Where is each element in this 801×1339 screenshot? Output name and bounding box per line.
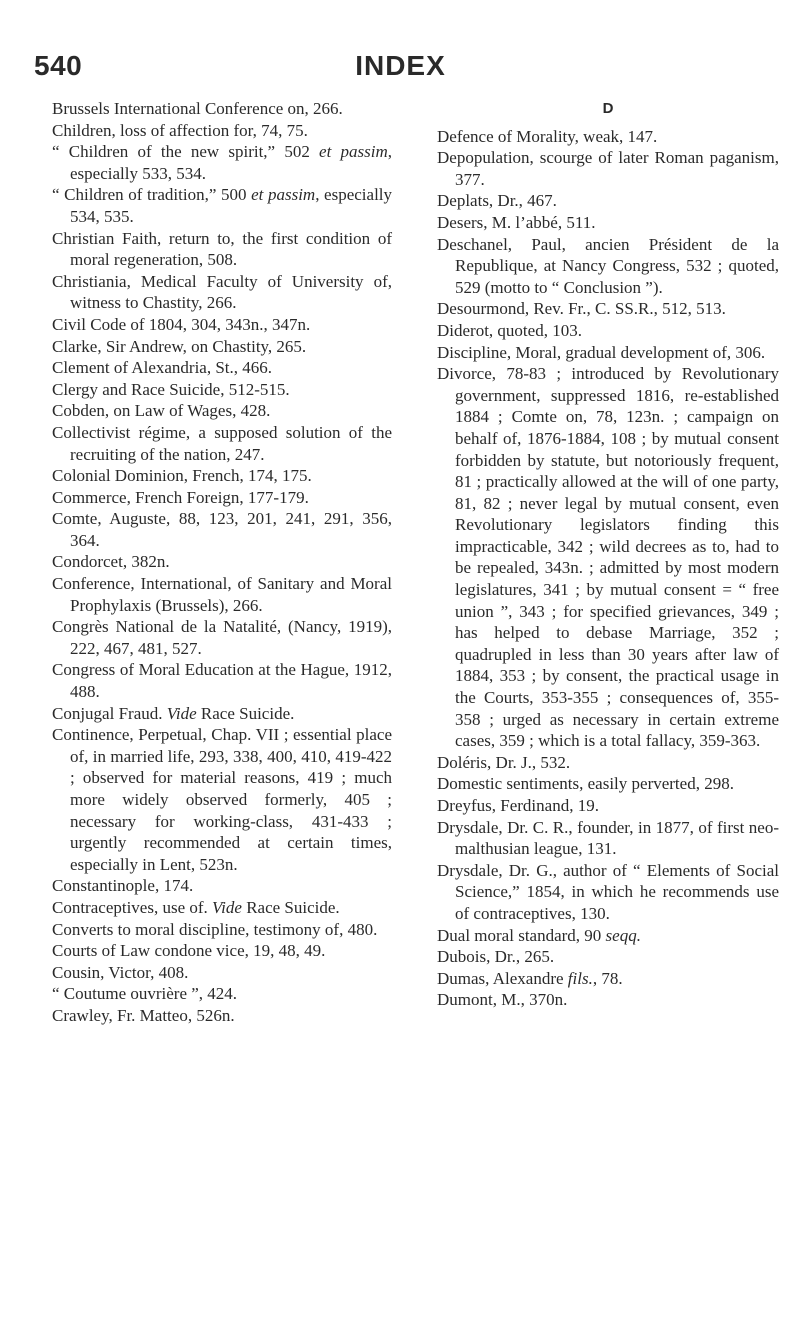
index-entry: Discipline, Moral, gradual development of, 306.: [437, 342, 766, 362]
index-entry: Continence, Perpetual, Chap. VII ; essential place of, in married life, 293, 338, 400, 410, 419-422 ; observed for material reasons, 419 ; much more widely observed formerly, 405 ; necessary for working-class, 431-433 ; urgently recommended at certain times, especially in Lent, 523n.: [52, 725, 392, 874]
index-entry: “ Children of the new spirit,” 502 et passim, especially 533, 534.: [52, 142, 393, 183]
index-entry: Divorce, 78-83 ; introduced by Revolutionary government, suppressed 1816, re-established 1884 ; Comte on, 78, 123n. ; campaign on behalf of, 1876-1884, 108 ; by mutual consent forbidden by statute, but notoriously frequent, 81 ; practically allowed at the will of one party, 81, 82 ; never legal by mutual consent, even Revolutionary legislators finding this impracticable, 342 ; wild decrees as to, had to be repealed, 343n. ; admitted by most modern legislatures, 341 ; by mutual consent = “ free union ”, 343 ; for specified grievances, 349 ; has helped to debase Marriage, 352 ; quadrupled in less than 30 years after law of 1884, 353 ; by consent, the practical usage in the Courts, 353-355 ; consequences of, 355-358 ; urged as necessary in certain extreme cases, 359 ; which is a total fallacy, 359-363.: [437, 364, 779, 751]
index-entry: Clarke, Sir Andrew, on Chastity, 265.: [52, 336, 307, 356]
index-entry: Collectivist régime, a supposed solution of the recruiting of the nation, 247.: [52, 422, 392, 464]
index-column-left: [52, 98, 392, 1027]
index-entry: Desers, M. l’abbé, 511.: [437, 212, 596, 232]
index-entry: Condorcet, 382n.: [52, 552, 170, 572]
index-entry: Domestic sentiments, easily perverted, 298.: [437, 774, 734, 794]
index-column-right: [437, 98, 779, 1011]
index-entry: Crawley, Fr. Matteo, 526n.: [52, 1005, 235, 1025]
index-entry: Desourmond, Rev. Fr., C. SS.R., 512, 513.: [437, 299, 726, 319]
index-entry: Clement of Alexandria, St., 466.: [52, 358, 273, 378]
index-entry: Brussels International Conference on, 266.: [52, 99, 343, 118]
index-entry: Contraceptives, use of. Vide Race Suicide.: [52, 897, 340, 917]
index-entry: Converts to moral discipline, testimony of, 480.: [52, 919, 378, 939]
index-entry: Deplats, Dr., 467.: [437, 191, 557, 211]
index-entry: Drysdale, Dr. G., author of “ Elements of Social Science,” 1854, in which he recommends use of contraceptives, 130.: [437, 860, 779, 923]
index-entry: Doléris, Dr. J., 532.: [437, 752, 571, 772]
index-entry: Comte, Auguste, 88, 123, 201, 241, 291, 356, 364.: [52, 509, 392, 550]
index-entry: Dumont, M., 370n.: [437, 990, 568, 1010]
index-entry: Congress of Moral Education at the Hague, 1912, 488.: [52, 660, 392, 702]
section-letter: D: [602, 100, 614, 117]
index-entry: Drysdale, Dr. C. R., founder, in 1877, of first neo-malthusian league, 131.: [437, 817, 779, 859]
index-entry-list: [437, 126, 779, 1011]
index-entry: Christian Faith, return to, the first condition of moral regeneration, 508.: [52, 228, 392, 270]
index-entry: Depopulation, scourge of later Roman paganism, 377.: [437, 148, 779, 189]
index-entry: Children, loss of affection for, 74, 75.: [52, 120, 308, 140]
index-entry: Deschanel, Paul, ancien Président de la Republique, at Nancy Congress, 532 ; quoted, 529 (motto to “ Conclusion ”).: [437, 234, 779, 297]
index-entry: Dual moral standard, 90 seqq.: [437, 925, 641, 945]
index-entry: Dreyfus, Ferdinand, 19.: [437, 796, 599, 815]
index-entry: Constantinople, 174.: [52, 876, 194, 896]
index-entry: Colonial Dominion, French, 174, 175.: [52, 466, 312, 486]
index-entry: Courts of Law condone vice, 19, 48, 49.: [52, 941, 326, 961]
index-entry: “ Coutume ouvrière ”, 424.: [52, 984, 238, 1004]
index-entry: Defence of Morality, weak, 147.: [437, 126, 658, 146]
page-header: [0, 38, 801, 88]
index-entry: Clergy and Race Suicide, 512-515.: [52, 379, 290, 399]
page-number: 540: [34, 50, 83, 81]
index-entry: Diderot, quoted, 103.: [437, 320, 582, 340]
index-entry: Civil Code of 1804, 304, 343n., 347n.: [52, 314, 311, 334]
index-entry: Dubois, Dr., 265.: [437, 947, 555, 967]
index-entry: Conference, International, of Sanitary and Moral Prophylaxis (Brussels), 266.: [52, 574, 392, 615]
index-entry: Conjugal Fraud. Vide Race Suicide.: [52, 703, 295, 723]
index-entry: Dumas, Alexandre fils., 78.: [437, 968, 623, 988]
index-entry: Cousin, Victor, 408.: [52, 962, 189, 982]
index-entry: “ Children of tradition,” 500 et passim, especially 534, 535.: [52, 185, 393, 226]
index-entry: Commerce, French Foreign, 177-179.: [52, 487, 309, 507]
index-entry: Christiania, Medical Faculty of University of, witness to Chastity, 266.: [52, 271, 392, 313]
page-title: INDEX: [355, 50, 446, 81]
index-entry: Congrès National de la Natalité, (Nancy, 1919), 222, 467, 481, 527.: [52, 617, 392, 658]
index-entry: Cobden, on Law of Wages, 428.: [52, 401, 271, 421]
